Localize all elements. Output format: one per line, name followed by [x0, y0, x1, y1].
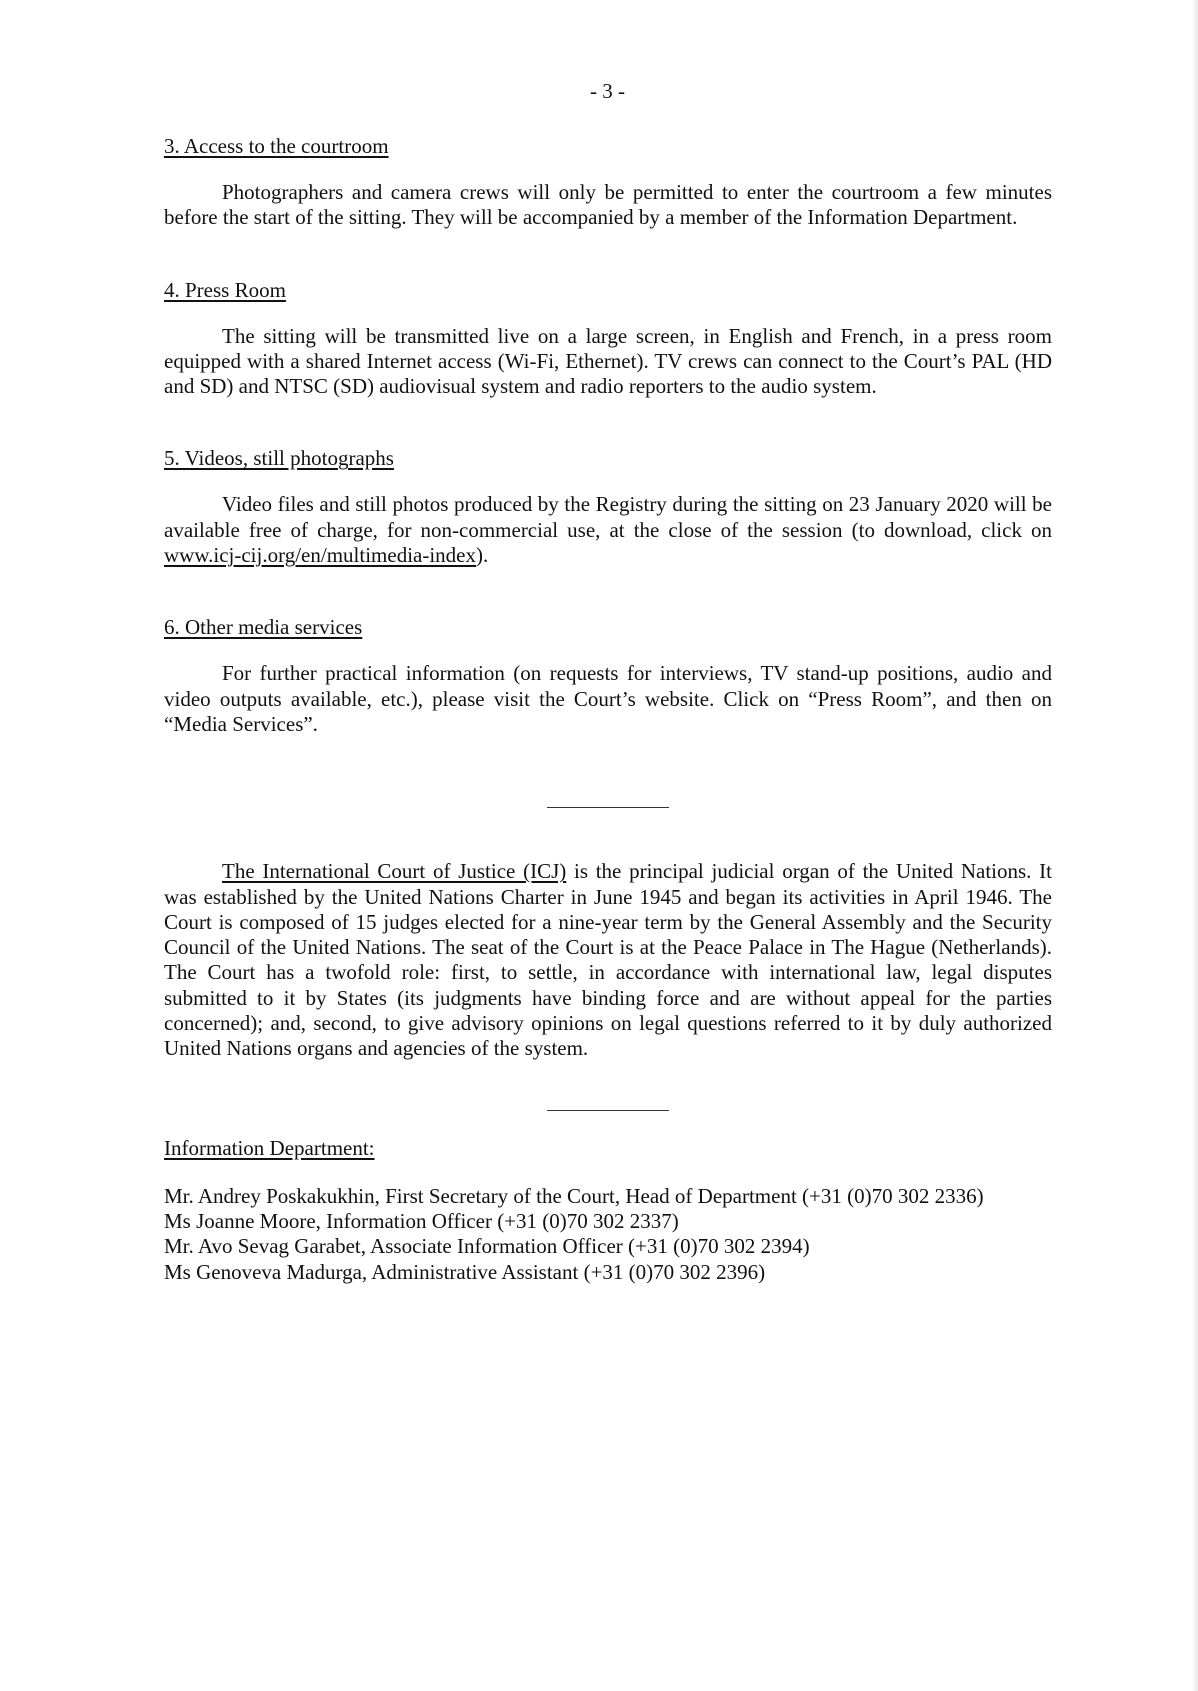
- section-paragraph: The sitting will be transmitted live on a large screen, in English and French, in a press room equipped with a shared Internet access (Wi-Fi, Ethernet). TV crews can connect to the Court’s PAL (HD and SD) and NTSC (SD) audiovisual system and radio reporters to the audio system.: [164, 323, 1052, 399]
- contacts-heading: Information Department:: [164, 1135, 375, 1160]
- section-press-room: [164, 278, 1052, 400]
- icj-link[interactable]: The International Court of Justice (ICJ): [222, 859, 567, 884]
- section-videos-photographs: [164, 446, 1052, 568]
- section-paragraph: [164, 492, 1052, 568]
- section-paragraph: For further practical information (on requests for interviews, TV stand-up positions, audio and video outputs available, etc.), please visit the Court’s website. Click on “Press Room”, and then on “Media Services”.: [164, 661, 1052, 736]
- section-heading: 4. Press Room: [164, 277, 286, 302]
- contact-line: Ms Joanne Moore, Information Officer (+31 (0)70 302 2337): [164, 1208, 679, 1233]
- section-heading: 3. Access to the courtroom: [164, 134, 389, 158]
- paragraph-text: ).: [476, 543, 489, 568]
- multimedia-index-link[interactable]: www.icj-cij.org/en/multimedia-index: [164, 543, 477, 568]
- contact-line: Ms Genoveva Madurga, Administrative Assistant (+31 (0)70 302 2396): [164, 1259, 766, 1284]
- separator-line: [547, 1110, 669, 1111]
- section-paragraph: Photographers and camera crews will only be permitted to enter the courtroom a few minutes before the start of the sitting. They will be accompanied by a member of the Information Department.: [164, 180, 1052, 230]
- section-other-media-services: [164, 615, 1052, 737]
- paragraph-text: Video files and still photos produced by the Registry during the sitting on 23 January 2020 will be available free of charge, for non-commercial use, at the close of the session (to download, click on: [164, 492, 1052, 542]
- information-department: [164, 1136, 1052, 1285]
- contact-line: Mr. Andrey Poskakukhin, First Secretary of the Court, Head of Department (+31 (0)70 302 2336): [164, 1183, 984, 1208]
- icj-about-paragraph: [164, 859, 1052, 1061]
- section-access-courtroom: [164, 134, 1052, 231]
- document-body: [164, 134, 1052, 1285]
- page-number: - 3 -: [590, 79, 625, 103]
- separator-line: [547, 807, 669, 808]
- page-edge-shadow: [1192, 0, 1198, 1691]
- section-heading: 6. Other media services: [164, 615, 363, 640]
- section-heading: 5. Videos, still photographs: [164, 446, 394, 471]
- contact-line: Mr. Avo Sevag Garabet, Associate Information Officer (+31 (0)70 302 2394): [164, 1234, 810, 1259]
- paragraph-text: is the principal judicial organ of the United Nations. It was established by the United Nations Charter in June 1945 and began its activities in April 1946. The Court is composed of 15 judges elected for a nine-year term by the General Assembly and the Security Council of the United Nations. The seat of the Court is at the Peace Palace in The Hague (Netherlands). The Court has a twofold role: first, to settle, in accordance with international law, legal disputes submitted to it by States (its judgments have binding force and are without appeal for the parties concerned); and, second, to give advisory opinions on legal questions referred to it by duly authorized United Nations organs and agencies of the system.: [164, 859, 1052, 1061]
